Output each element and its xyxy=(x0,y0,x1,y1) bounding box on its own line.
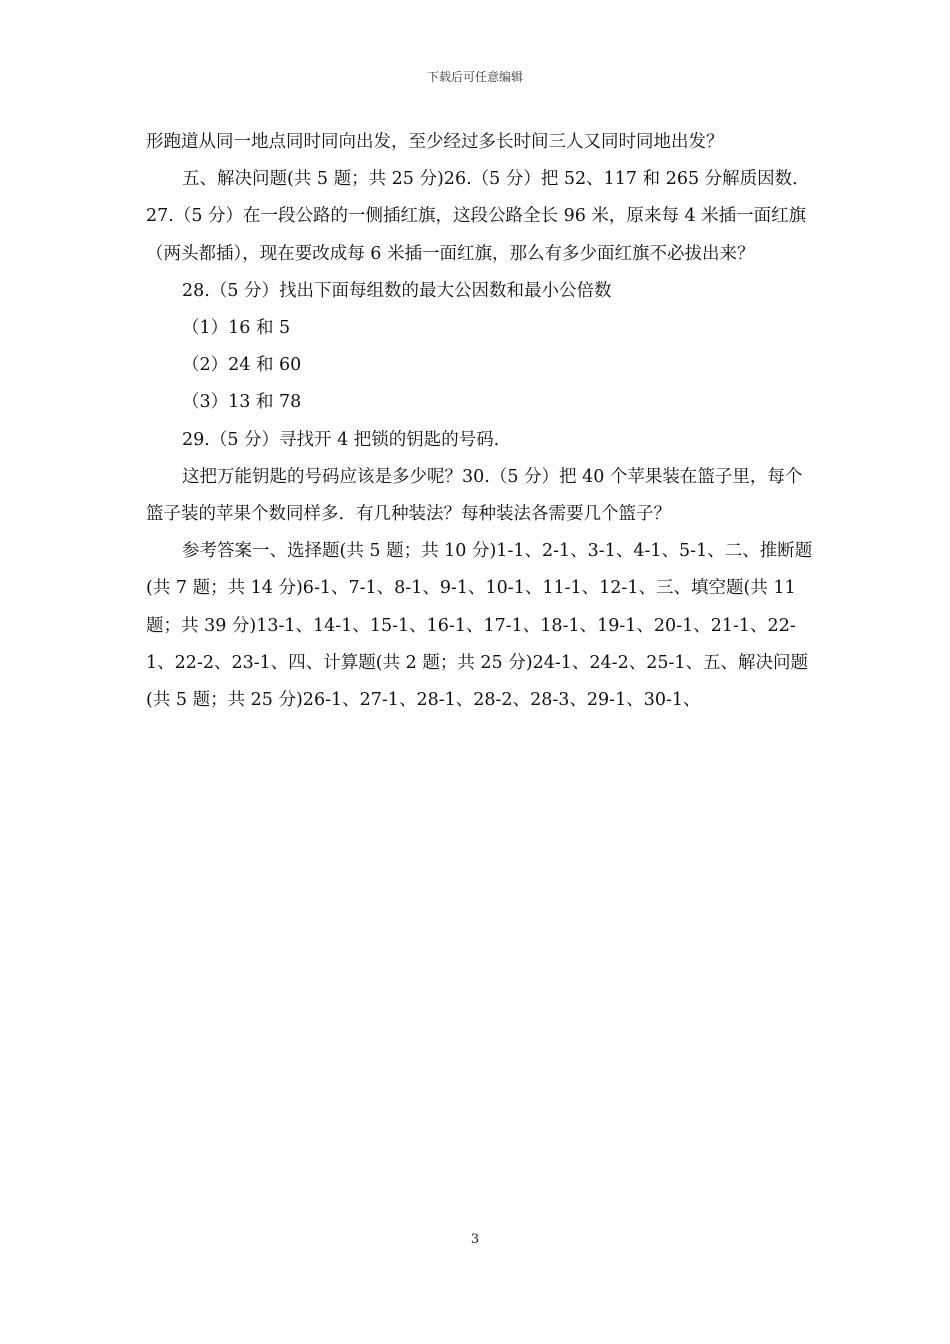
paragraph-1: 形跑道从同一地点同时同向出发，至少经过多长时间三人又同时同地出发？ xyxy=(146,132,724,152)
paragraph-6: （3）13 和 78 xyxy=(182,392,302,413)
paragraph-2: 五、解决问题(共 5 题；共 25 分)26.（5 分）把 52、117 和 265 分解质因数．27.（5 分）在一段公路的一侧插红旗，这段公路全长 96 米，原来每 4 米插一面红旗（两头都插），现在要改成每 6 米插一面红旗，那么有多少面红旗不必拔出来？ xyxy=(146,169,810,264)
paragraph-3: 28.（5 分）找出下面每组数的最大公因数和最小公倍数 xyxy=(182,280,612,301)
page-header: 下载后可任意编辑 xyxy=(426,70,523,84)
paragraph-9: 参考答案一、选择题(共 5 题；共 10 分)1-1、2-1、3-1、4-1、5-1、二、推断题(共 7 题；共 14 分)6-1、7-1、8-1、9-1、10-1、11-1、12-1、三、填空题(共 11 题；共 39 分)13-1、14-1、15-1、16-1、17-1、18-1、19-1、20-1、21-1、22-1、22-2、23-1、四、计算题(共 2 题；共 25 分)24-1、24-2、25-1、五、解决问题(共 5 题；共 25 分)26-1、27-1、28-1、28-2、28-3、29-1、30-1、 xyxy=(146,541,813,711)
paragraph-8: 这把万能钥匙的号码应该是多少呢？30.（5 分）把 40 个苹果装在篮子里，每个篮子装的苹果个数同样多．有几种装法？每种装法各需要几个篮子？ xyxy=(146,466,803,525)
paragraph-4: （1）16 和 5 xyxy=(182,318,291,339)
document-body xyxy=(146,124,818,719)
paragraph-7: 29.（5 分）寻找开 4 把锁的钥匙的号码． xyxy=(182,429,512,450)
paragraph-5: （2）24 和 60 xyxy=(182,355,302,376)
page-number: 3 xyxy=(470,1232,480,1247)
